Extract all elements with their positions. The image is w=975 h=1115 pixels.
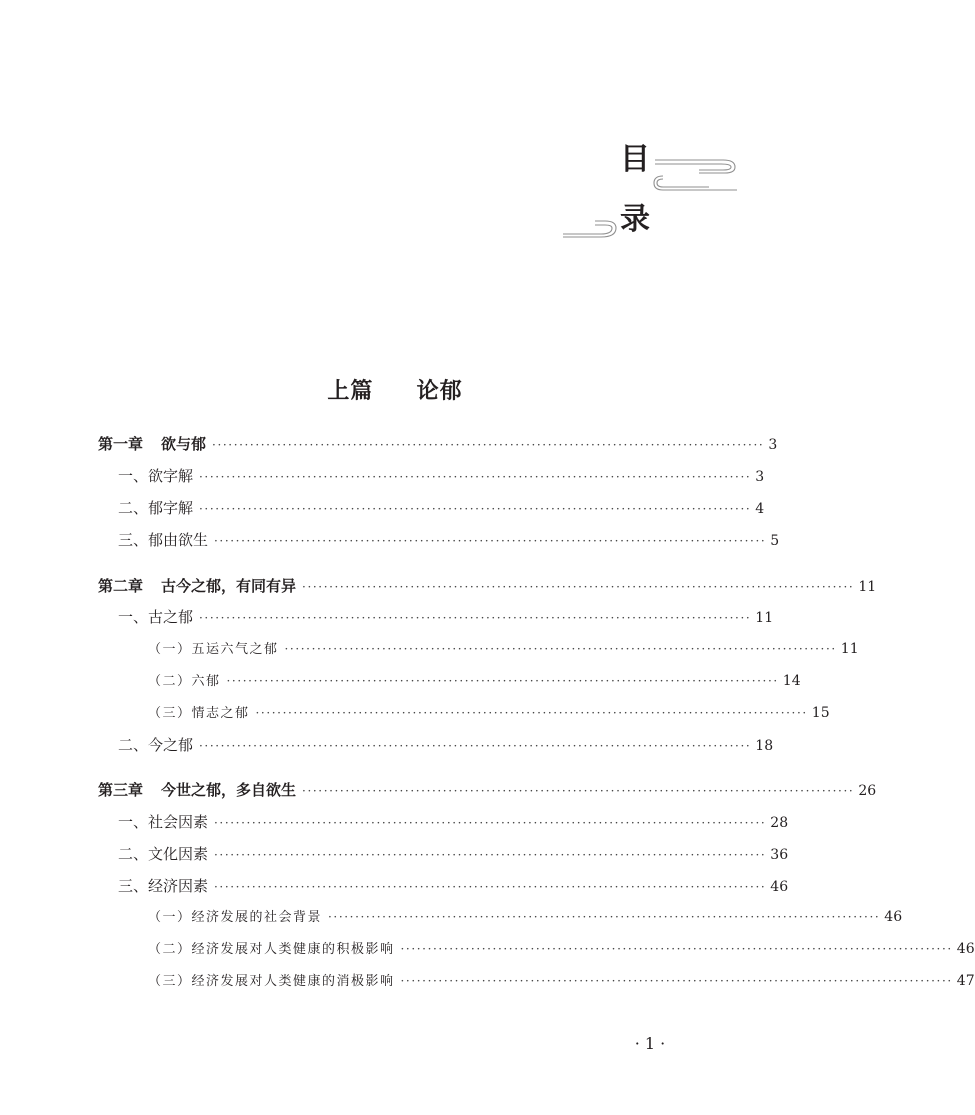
chapter-number: 第一章 <box>98 435 144 453</box>
section-title: 二、郁字解 <box>118 499 194 517</box>
page-ref: 46 <box>770 879 789 895</box>
page-ref: 11 <box>755 610 774 626</box>
section-title: 一、欲字解 <box>118 467 194 485</box>
chapter-number: 第三章 <box>98 781 144 799</box>
heading-char-mu: 目 <box>620 142 650 177</box>
dot-leader: ······································································································ <box>214 534 767 548</box>
section-title: 一、社会因素 <box>118 813 209 831</box>
toc-subsection[interactable] <box>148 701 830 725</box>
dot-leader: ······································································································ <box>284 642 837 656</box>
toc-heading <box>0 0 790 300</box>
subsection-title: （一）经济发展的社会背景 <box>148 910 323 925</box>
dot-leader: ······································································································ <box>226 674 779 688</box>
section-title: 一、古之郁 <box>118 608 194 626</box>
toc-chapter[interactable] <box>98 574 877 598</box>
toc-subsection[interactable] <box>148 905 903 929</box>
subsection-title: （二）经济发展对人类健康的积极影响 <box>148 942 395 957</box>
dot-leader: ······································································································ <box>214 848 767 862</box>
dot-leader: ······································································································ <box>199 739 752 753</box>
part-label: 上篇 <box>327 379 374 404</box>
dot-leader: ······································································································ <box>199 502 752 516</box>
toc-subsection[interactable] <box>148 937 975 961</box>
chapter-number: 第二章 <box>98 577 144 595</box>
subsection-title: （二）六郁 <box>148 674 221 689</box>
chapter-title: 今世之郁，多自欲生 <box>161 781 297 799</box>
toc-subsection[interactable] <box>148 637 859 661</box>
part-title <box>0 374 790 405</box>
page-ref: 46 <box>884 909 903 925</box>
section-title: 三、郁由欲生 <box>118 531 209 549</box>
section-title: 二、今之郁 <box>118 736 194 754</box>
toc-section[interactable] <box>118 733 774 757</box>
dot-leader: ······································································································ <box>214 880 767 894</box>
toc-subsection[interactable] <box>148 969 975 993</box>
toc-chapter[interactable] <box>98 778 877 802</box>
dot-leader: ······································································································ <box>199 611 752 625</box>
toc-subsection[interactable] <box>148 669 801 693</box>
cloud-ornament-top <box>653 152 739 196</box>
page-ref: 47 <box>956 973 975 989</box>
part-name: 论郁 <box>416 379 463 404</box>
page-number: · 1 · <box>634 1034 666 1053</box>
dot-leader: ······································································································ <box>214 816 767 830</box>
section-title: 二、文化因素 <box>118 845 209 863</box>
heading-char-lu: 录 <box>620 202 650 237</box>
page-ref: 15 <box>811 705 830 721</box>
chapter-title: 古今之郁，有同有异 <box>161 577 297 595</box>
chapter-title: 欲与郁 <box>161 435 207 453</box>
toc-section[interactable] <box>118 605 774 629</box>
page-ref: 28 <box>770 815 789 831</box>
toc-section[interactable] <box>118 528 780 552</box>
dot-leader: ······································································································ <box>328 910 881 924</box>
dot-leader: ······································································································ <box>199 470 752 484</box>
page-ref: 14 <box>782 673 801 689</box>
page-ref: 18 <box>755 738 774 754</box>
subsection-title: （一）五运六气之郁 <box>148 642 279 657</box>
toc-section[interactable] <box>118 842 789 866</box>
toc-section[interactable] <box>118 874 789 898</box>
section-title: 三、经济因素 <box>118 877 209 895</box>
dot-leader: ······································································································ <box>212 438 765 452</box>
dot-leader: ······································································································ <box>400 974 953 988</box>
page-ref: 3 <box>755 469 765 485</box>
page-ref: 11 <box>840 641 859 657</box>
cloud-ornament-bottom <box>561 210 621 242</box>
dot-leader: ······································································································ <box>255 706 808 720</box>
page-ref: 36 <box>770 847 789 863</box>
page-ref: 4 <box>755 501 765 517</box>
page-ref: 3 <box>768 437 778 453</box>
page-ref: 11 <box>858 579 877 595</box>
toc-section[interactable] <box>118 810 789 834</box>
toc-section[interactable] <box>118 464 765 488</box>
page-ref: 5 <box>770 533 780 549</box>
toc-section[interactable] <box>118 496 765 520</box>
dot-leader: ······································································································ <box>400 942 953 956</box>
subsection-title: （三）经济发展对人类健康的消极影响 <box>148 974 395 989</box>
dot-leader: ······································································································ <box>302 784 855 798</box>
page-ref: 26 <box>858 783 877 799</box>
dot-leader: ······································································································ <box>302 580 855 594</box>
page-ref: 46 <box>956 941 975 957</box>
toc-chapter[interactable] <box>98 432 778 456</box>
subsection-title: （三）情志之郁 <box>148 706 250 721</box>
